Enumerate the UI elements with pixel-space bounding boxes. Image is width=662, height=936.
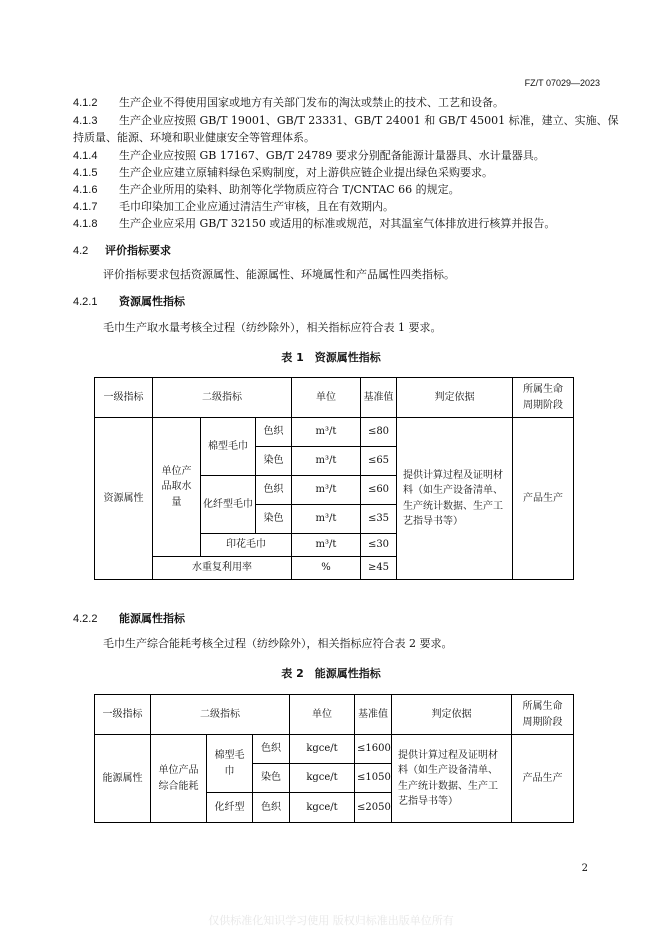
table-row bbox=[95, 418, 574, 447]
header-stage-line1: 所属生命 bbox=[522, 701, 563, 712]
proc-cell: 色织 bbox=[256, 476, 292, 505]
group-cell: 单位产品取水量 bbox=[153, 418, 201, 557]
table-2-caption: 表 2 能源属性指标 bbox=[281, 667, 381, 680]
level1-cell: 资源属性 bbox=[95, 418, 153, 580]
proc-cell: 染色 bbox=[256, 505, 292, 534]
watermark: 仅供标准化知识学习使用 版权归标准出版单位所有 bbox=[208, 914, 454, 927]
proc-cell: 色织 bbox=[253, 793, 290, 823]
clause-4-1-5 bbox=[73, 164, 493, 180]
clause-text: 生产企业所用的染料、助剂等化学物质应符合 T/CNTAC 66 的规定。 bbox=[119, 183, 460, 196]
value-cell: ≤2050 bbox=[355, 793, 392, 823]
value-cell: ≤1600 bbox=[355, 735, 392, 764]
section-title: 评价指标要求 bbox=[105, 244, 171, 257]
header-level2: 二级指标 bbox=[151, 695, 290, 735]
unit-cell: m³/t bbox=[292, 447, 361, 476]
stage-cell: 产品生产 bbox=[513, 418, 574, 580]
sub-cell: 化纤型 bbox=[207, 793, 253, 823]
value-cell: ≤65 bbox=[361, 447, 397, 476]
basis-cell: 提供计算过程及证明材料（如生产设备清单、生产统计数据、生产工艺指导书等） bbox=[392, 735, 512, 823]
proc-cell: 色织 bbox=[256, 418, 292, 447]
clause-text: 生产企业不得使用国家或地方有关部门发布的淘汰或禁止的技术、工艺和设备。 bbox=[119, 96, 504, 109]
proc-cell: 染色 bbox=[253, 764, 290, 793]
value-cell: ≥45 bbox=[361, 557, 397, 580]
standard-code: FZ/T 07029—2023 bbox=[524, 78, 600, 88]
clause-4-1-4 bbox=[73, 147, 545, 163]
unit-cell: kgce/t bbox=[290, 735, 355, 764]
section-4-2-2-body: 毛巾生产综合能耗考核全过程（纺纱除外），相关指标应符合表 2 要求。 bbox=[103, 637, 453, 650]
proc-cell: 染色 bbox=[256, 447, 292, 476]
header-level1: 一级指标 bbox=[95, 695, 151, 735]
section-title: 能源属性指标 bbox=[119, 612, 185, 625]
clause-text: 生产企业应按照 GB/T 19001、GB/T 23331、GB/T 24001 和 GB/T 45001 标准，建立、实施、保 bbox=[119, 114, 619, 127]
clause-number: 4.1.2 bbox=[73, 97, 98, 109]
sub-cell: 化纤型毛巾 bbox=[201, 476, 256, 534]
proc-cell: 色织 bbox=[253, 735, 290, 764]
clause-4-1-2 bbox=[73, 94, 504, 110]
clause-number: 4.1.3 bbox=[73, 115, 98, 127]
header-stage bbox=[512, 695, 574, 735]
unit-cell: m³/t bbox=[292, 418, 361, 447]
table-2 bbox=[94, 694, 574, 823]
stage-cell: 产品生产 bbox=[512, 735, 574, 823]
header-basis: 判定依据 bbox=[392, 695, 512, 735]
clause-text: 生产企业应采用 GB/T 32150 或适用的标准或规范，对其温室气体排放进行核算并报告。 bbox=[119, 217, 556, 230]
clause-4-1-3-continuation: 持质量、能源、环境和职业健康安全等管理体系。 bbox=[73, 131, 315, 144]
clause-4-1-7 bbox=[73, 198, 394, 214]
section-number: 4.2 bbox=[73, 245, 89, 257]
table-header-row bbox=[95, 378, 574, 418]
section-title: 资源属性指标 bbox=[119, 295, 185, 308]
value-cell: ≤60 bbox=[361, 476, 397, 505]
print-label: 印花毛巾 bbox=[201, 534, 292, 557]
table-row bbox=[95, 735, 574, 764]
header-level2: 二级指标 bbox=[153, 378, 292, 418]
reuse-label: 水重复利用率 bbox=[153, 557, 292, 580]
clause-text: 生产企业应按照 GB 17167、GB/T 24789 要求分别配备能源计量器具、水计量器具。 bbox=[119, 149, 545, 162]
table-1-caption: 表 1 资源属性指标 bbox=[281, 351, 381, 364]
header-stage-line1: 所属生命 bbox=[523, 384, 563, 395]
value-cell: ≤1050 bbox=[355, 764, 392, 793]
unit-cell: % bbox=[292, 557, 361, 580]
clause-text: 毛巾印染加工企业应通过清洁生产审核，且在有效期内。 bbox=[119, 200, 394, 213]
header-stage-line2: 周期阶段 bbox=[522, 716, 563, 728]
section-4-2-heading bbox=[73, 242, 171, 258]
header-base: 基准值 bbox=[361, 378, 397, 418]
section-4-2-1-heading bbox=[73, 293, 185, 309]
unit-cell: m³/t bbox=[292, 476, 361, 505]
basis-cell: 提供计算过程及证明材料（如生产设备清单、生产统计数据、生产工艺指导书等） bbox=[397, 418, 513, 580]
header-stage bbox=[513, 378, 574, 418]
clause-number: 4.1.7 bbox=[73, 201, 98, 213]
group-cell: 单位产品综合能耗 bbox=[151, 735, 207, 823]
section-number: 4.2.1 bbox=[73, 296, 98, 308]
clause-4-1-8 bbox=[73, 215, 555, 231]
clause-4-1-6 bbox=[73, 181, 460, 197]
value-cell: ≤35 bbox=[361, 505, 397, 534]
header-level1: 一级指标 bbox=[95, 378, 153, 418]
clause-number: 4.1.4 bbox=[73, 150, 98, 162]
page-number: 2 bbox=[581, 863, 588, 874]
unit-cell: m³/t bbox=[292, 505, 361, 534]
section-4-2-body: 评价指标要求包括资源属性、能源属性、环境属性和产品属性四类指标。 bbox=[103, 268, 455, 281]
table-header-row bbox=[95, 695, 574, 735]
unit-cell: kgce/t bbox=[290, 793, 355, 823]
header-unit: 单位 bbox=[292, 378, 361, 418]
value-cell: ≤80 bbox=[361, 418, 397, 447]
header-unit: 单位 bbox=[290, 695, 355, 735]
section-number: 4.2.2 bbox=[73, 613, 98, 625]
level1-cell: 能源属性 bbox=[95, 735, 151, 823]
sub-cell: 棉型毛巾 bbox=[207, 735, 253, 793]
clause-text: 生产企业应建立原辅料绿色采购制度，对上游供应链企业提出绿色采购要求。 bbox=[119, 166, 493, 179]
header-basis: 判定依据 bbox=[397, 378, 513, 418]
sub-cell: 棉型毛巾 bbox=[201, 418, 256, 476]
section-4-2-2-heading bbox=[73, 610, 185, 626]
clause-number: 4.1.8 bbox=[73, 218, 98, 230]
section-4-2-1-body: 毛巾生产取水量考核全过程（纺纱除外），相关指标应符合表 1 要求。 bbox=[103, 321, 442, 334]
clause-number: 4.1.6 bbox=[73, 184, 98, 196]
value-cell: ≤30 bbox=[361, 534, 397, 557]
clause-4-1-3 bbox=[73, 112, 619, 128]
clause-number: 4.1.5 bbox=[73, 167, 98, 179]
unit-cell: kgce/t bbox=[290, 764, 355, 793]
header-base: 基准值 bbox=[355, 695, 392, 735]
table-1 bbox=[94, 377, 574, 580]
unit-cell: m³/t bbox=[292, 534, 361, 557]
header-stage-line2: 周期阶段 bbox=[523, 399, 563, 411]
